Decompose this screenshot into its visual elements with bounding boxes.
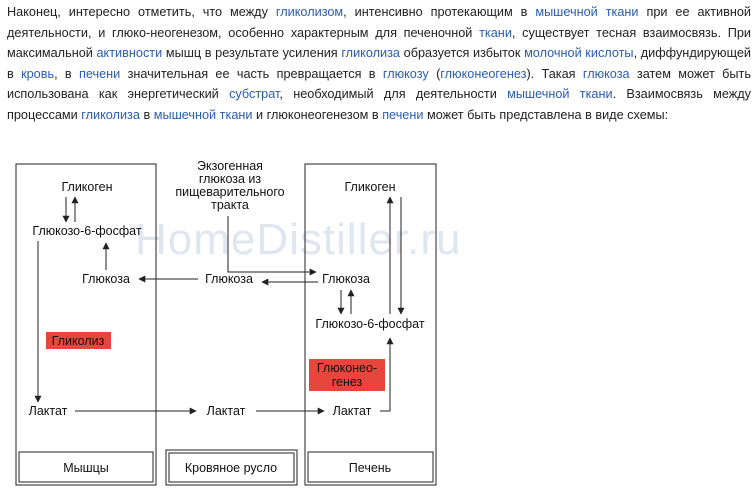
- muscle-lactate-label: Лактат: [28, 404, 68, 418]
- liver-glycogen-label: Гликоген: [344, 180, 396, 194]
- glycolysis-label: Гликолиз: [51, 334, 105, 348]
- liver-glucose-label: Глюкоза: [322, 272, 370, 286]
- liver-footer-label: Печень: [348, 461, 392, 475]
- muscle-column: [16, 164, 156, 485]
- term-link[interactable]: кровь: [21, 66, 55, 81]
- paragraph-text: может быть представлена в виде схемы:: [423, 107, 669, 122]
- term-link[interactable]: мышечной ткани: [507, 87, 613, 102]
- blood-glucose-label: Глюкоза: [205, 272, 253, 286]
- paragraph-text: , в: [54, 66, 79, 81]
- paragraph-text: Наконец, интересно отметить, что между: [7, 5, 276, 19]
- paragraph-text: и глюконеогенезом в: [252, 107, 383, 122]
- term-link[interactable]: печени: [78, 66, 121, 81]
- blood-lactate-label: Лактат: [206, 404, 246, 418]
- term-link[interactable]: гликолизом: [275, 5, 344, 19]
- term-link[interactable]: глюконеогенез: [440, 66, 527, 81]
- blood-footer-label: Кровяное русло: [184, 461, 278, 475]
- muscle-glucose-label: Глюкоза: [82, 272, 130, 286]
- watermark: HomeDistiller.ru: [135, 215, 462, 264]
- term-link[interactable]: субстрат: [229, 87, 280, 102]
- muscle-g6p-label: Глюкозо-6-фосфат: [32, 224, 142, 238]
- term-link[interactable]: гликолиза: [81, 107, 140, 122]
- paragraph-text: . Взаимосвязь между процессами: [7, 87, 752, 122]
- term-link[interactable]: глюкоза: [582, 66, 630, 81]
- paragraph-text: в: [139, 107, 154, 122]
- exogenous-line-3: пищеварительного: [175, 185, 285, 199]
- paragraph-text: образуется избыток: [400, 46, 525, 61]
- liver-g6p-label: Глюкозо-6-фосфат: [315, 317, 425, 331]
- exogenous-line-1: Экзогенная: [197, 159, 263, 173]
- term-link[interactable]: активности: [96, 46, 163, 61]
- term-link[interactable]: гликолиза: [341, 46, 400, 61]
- gluconeogenesis-line-1: Глюконео-: [316, 361, 378, 375]
- term-link[interactable]: мышечной ткани: [535, 5, 639, 19]
- paragraph-text: , диффундирующей в: [7, 46, 752, 81]
- muscle-glycogen-label: Гликоген: [61, 180, 113, 194]
- paragraph-text: значительная ее часть превращается в: [120, 66, 383, 81]
- paragraph-text: ). Такая: [526, 66, 583, 81]
- paragraph-text: , существует тесная взаимосвязь. При максимальной: [7, 25, 751, 61]
- term-link[interactable]: мышечной ткани: [153, 107, 253, 122]
- paragraph-text: при ее активной деятельности, и глюко-неогенезом, особенно характерным для печеночной: [7, 5, 751, 40]
- term-link[interactable]: печени: [382, 107, 424, 122]
- exogenous-line-4: тракта: [211, 198, 249, 212]
- paragraph-text: , необходимый для деятельности: [279, 87, 508, 102]
- exogenous-line-2: глюкоза из: [198, 172, 262, 186]
- term-link[interactable]: ткани: [479, 25, 512, 40]
- paragraph-text: (: [428, 66, 441, 81]
- paragraph-text: затем может быть использована как энергетический: [7, 66, 751, 102]
- arrow-exogenous-to-liver-glucose: [228, 216, 316, 272]
- muscle-footer-label: Мышцы: [63, 461, 109, 475]
- paragraph-text: , интенсивно протекающим в: [343, 5, 536, 19]
- term-link[interactable]: глюкозу: [382, 66, 429, 81]
- liver-lactate-label: Лактат: [332, 404, 372, 418]
- gluconeogenesis-line-2: генез: [331, 375, 363, 389]
- paragraph-text: мышц в результате усиления: [162, 46, 342, 61]
- term-link[interactable]: молочной кислоты: [524, 46, 634, 61]
